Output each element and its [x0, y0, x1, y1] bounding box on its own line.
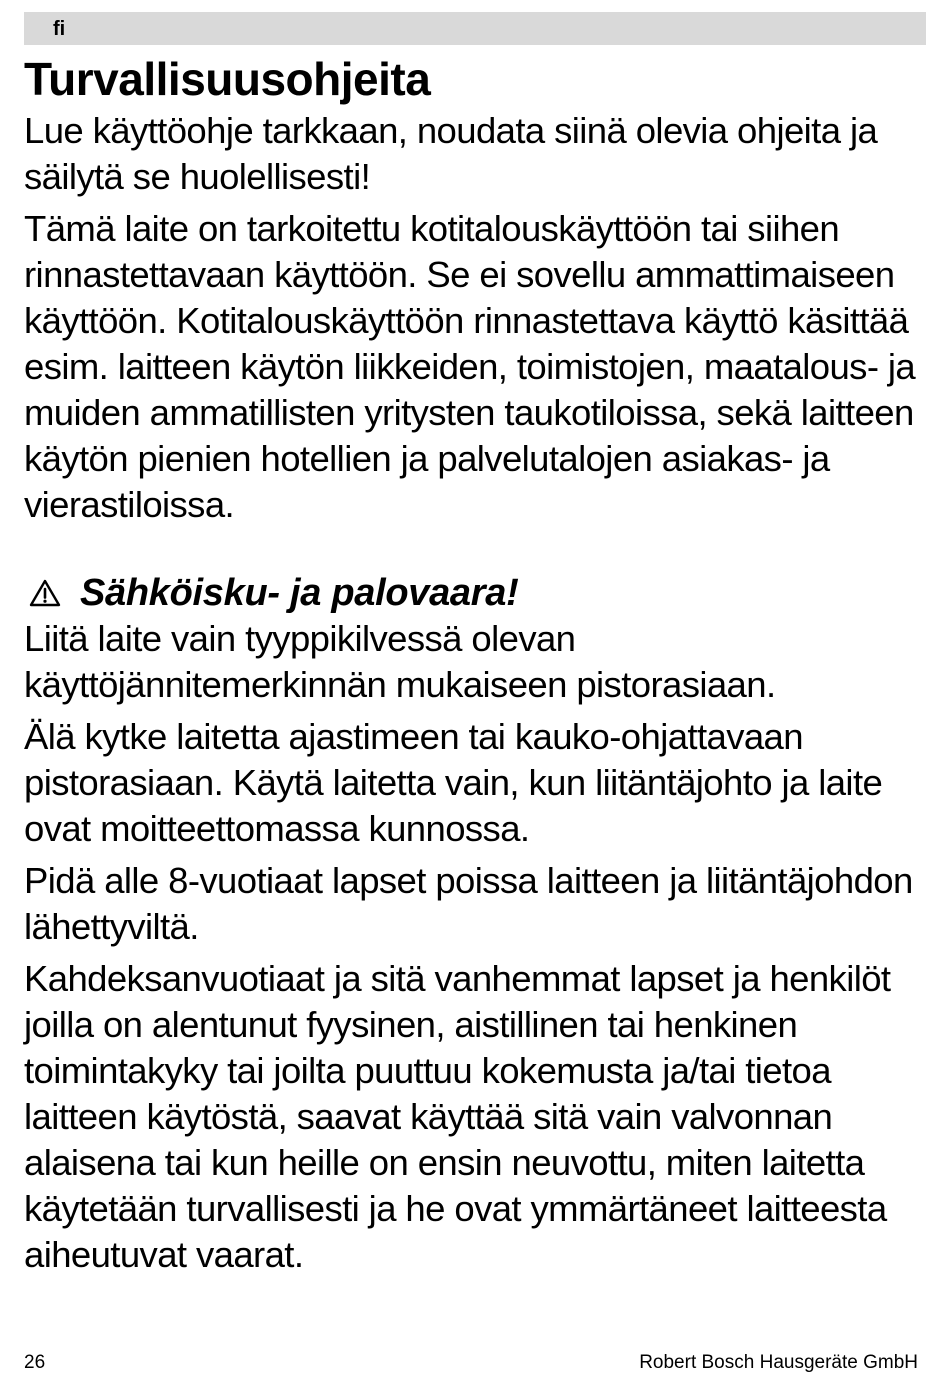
warning-paragraph-4: Kahdeksanvuotiaat ja sitä vanhemmat lapset ja henkilöt joilla on alentunut fyysinen, aistillinen tai henkinen toimintakyky tai joilta puuttuu kokemusta ja/tai tietoa laitteen käytöstä, saavat käyttää sitä vain valvonnan alaisena tai kun heille on ensin neuvottu, miten laitetta käytetään turvallisesti ja he ovat ymmärtäneet laitteesta aiheutuvat vaarat. — [24, 958, 891, 1275]
warning-paragraph-1: Liitä laite vain tyyppikilvessä olevan käyttöjännitemerkinnän mukaiseen pistorasiaan. — [24, 618, 776, 705]
warning-triangle-icon — [28, 578, 62, 608]
warning-paragraph-3: Pidä alle 8-vuotiaat lapset poissa laitteen ja liitäntäjohdon lähettyviltä. — [24, 860, 913, 947]
warning-paragraph-2: Älä kytke laitetta ajastimeen tai kauko-ohjattavaan pistorasiaan. Käytä laitetta vain, kun liitäntäjohto ja laite ovat moitteettomassa kunnossa. — [24, 716, 883, 849]
intro-paragraph-2: Tämä laite on tarkoitettu kotitalouskäyttöön tai siihen rinnastettavaan käyttöön. Se ei sovellu ammattimaiseen käyttöön. Kotitalouskäyttöön rinnastettava käyttö käsittää esim. laitteen käytön liikkeiden, toimistojen, maatalous- ja muiden ammatillisten yritysten taukotiloissa, sekä laitteen käytön pienien hotellien ja palvelutalojen asiakas- ja vierastiloissa. — [24, 208, 916, 525]
document-body — [24, 108, 934, 1284]
company-name: Robert Bosch Hausgeräte GmbH — [639, 1352, 918, 1373]
warning-heading-text: Sähköisku- ja palovaara! — [80, 572, 519, 614]
warning-heading — [24, 570, 934, 616]
language-header-bar — [24, 12, 926, 45]
page-title: Turvallisuusohjeita — [24, 53, 431, 105]
page-number: 26 — [24, 1352, 46, 1373]
language-code: fi — [53, 18, 66, 40]
intro-paragraph-1: Lue käyttöohje tarkkaan, noudata siinä olevia ohjeita ja säilytä se huolellisesti! — [24, 110, 878, 197]
